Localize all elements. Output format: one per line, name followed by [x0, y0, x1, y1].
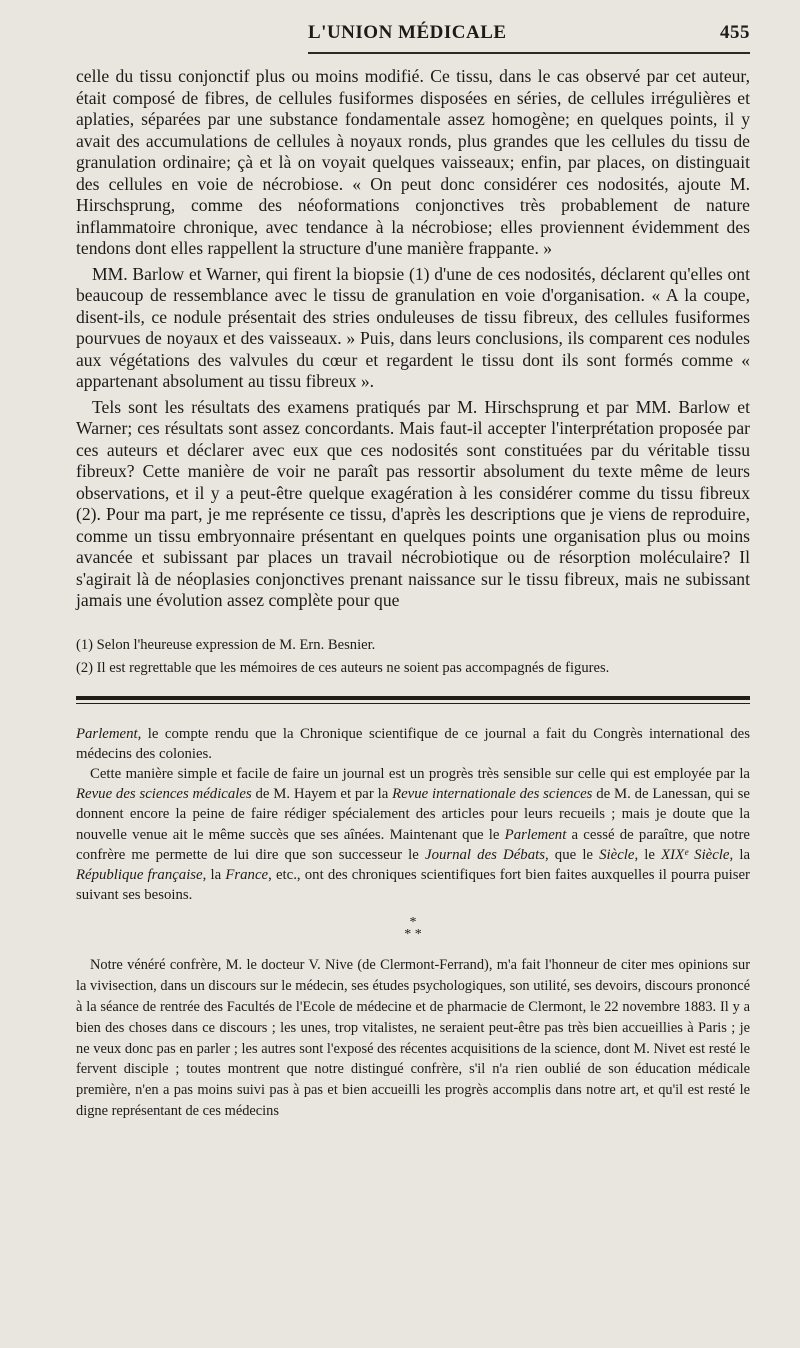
chronicle-paragraph-1: [76, 724, 750, 764]
paragraph-2: MM. Barlow et Warner, qui firent la biopsie (1) d'une de ces nodosités, déclarent qu'elles ont beaucoup de ressemblance avec le tissu de granulation en voie d'organisation. « A la coupe, disent-ils, ce nodule présentait des stries onduleuses de tissu fibreux, des cellules fusiformes pourvues de noyaux et des vaisseaux. » Puis, dans leurs conclusions, ils comparent ces nodules aux végétations des valvules du cœur et regardent le tissu dont ils sont formés comme « appartenant absolument au tissu fibreux ».: [76, 263, 750, 391]
italic-title: Siècle: [599, 846, 635, 863]
journal-title: L'UNION MÉDICALE: [308, 22, 507, 43]
text-run: a cessé de paraître, que notre confrère me permette de lui dire que son successeur le: [76, 826, 751, 863]
italic-title: Parlement: [504, 826, 567, 843]
text-run: , la: [202, 866, 226, 883]
italic-title: Journal des Débats: [425, 846, 545, 863]
main-text: [76, 66, 750, 612]
asterism-top: *: [409, 915, 417, 931]
chronicle-paragraph-2: [76, 764, 750, 905]
divider-thin-rule: [76, 703, 750, 704]
text-run: , la: [729, 846, 751, 863]
italic-title: France: [225, 866, 269, 883]
chronicle-p1-text: le compte rendu que la Chronique scientifique de ce journal a fait du Congrès international des médecins des colonies.: [76, 725, 750, 762]
paragraph-3: Tels sont les résultats des examens pratiqués par M. Hirschsprung et par MM. Barlow et Warner; ces résultats sont assez concordants. Mais faut-il accepter l'interprétation proposée par ces auteurs et déclarer avec eux que ces nodosités sont constituées par du véritable tissu fibreux? Cette manière de voir ne paraît pas ressortir absolument du texte même de leurs observations, et il y a peut-être quelque exagération à les considérer comme du tissu fibreux (2). Pour ma part, je me représente ce tissu, d'après les descriptions que je viens de reproduire, comme un tissu embryonnaire présentant en quelques points une organisation plus ou moins avancée et subissant par places un travail nécrobiotique ou de résorption moléculaire? Il s'agirait là de néoplasies conjonctives prenant naissance sur le tissu fibreux, mais ne subissant jamais une évolution assez complète pour que: [76, 396, 750, 610]
chronicle-paragraph-3: Notre vénéré confrère, M. le docteur V. Nive (de Clermont-Ferrand), m'a fait l'honneur de citer mes opinions sur la vivisection, dans un discours sur le médecin, ses études psychologiques, son utilité, ses devoirs, discours prononcé à la séance de rentrée des Facultés de l'Ecole de médecine et de pharmacie de Clermont, le 22 novembre 1883. Il y a bien des choses dans ce discours ; les unes, trop vitalistes, ne seraient peut-être pas très bien accueillies à Paris ; je ne veux donc pas en parler ; les autres sont l'exposé des récentes acquisitions de la science, dont M. Nivet est resté le fervent disciple ; toutes montrent que notre distingué confrère, s'il n'a rien oublié de son éducation médicale première, n'en a pas moins suivi pas à pas et bien accueilli les progrès accomplis dans notre art, et qu'il est resté le digne représentant de ces médecins: [76, 957, 750, 1119]
italic-title: République française: [76, 866, 203, 883]
italic-title: XIXᵉ Siècle: [661, 846, 730, 863]
footnote-2: (2) Il est regrettable que les mémoires de ces auteurs ne soient pas accompagnés de figures.: [76, 659, 610, 676]
italic-title: Revue des sciences médicales: [76, 786, 252, 803]
footnote-1: (1) Selon l'heureuse expression de M. Ern. Besnier.: [76, 636, 376, 653]
italic-parlement: Parlement,: [76, 725, 142, 742]
running-header: [308, 22, 750, 54]
text-run: Cette manière simple et facile de faire un journal est un progrès très sensible sur celle qui est employée par la: [90, 765, 750, 782]
divider-thick-rule: [76, 696, 750, 700]
chronicle-section: [76, 724, 750, 906]
text-run: de M. de Lanessan, qui se donnent encore la peine de faire rédiger spécialement des articles pour leurs recueils ; mais je doute que la nouvelle venue ait le même succès que ses aînées. Maintenant que le: [76, 786, 750, 843]
paragraph-1: celle du tissu conjonctif plus ou moins modifié. Ce tissu, dans le cas observé par cet auteur, était composé de fibres, de cellules fusiformes disposées en séries, de cellules irrégulières et aplaties, séparées par une substance fondamentale assez homogène; en quelques points, il y avait des accumulations de cellules à noyaux ronds, plus grandes que les cellules du tissu de granulation ordinaire; çà et là on voyait quelques vaisseaux; enfin, par places, on distinguait des cellules en voie de nécrobiose. « On peut donc considérer ces nodosités, ajoute M. Hirschsprung, comme des néoformations conjonctives très probablement de nature inflammatoire chronique, avec tendance à la nécrobiose; elles proviennent évidemment des tendons dont elles rappellent la structure d'une manière frappante. »: [76, 66, 750, 258]
section-divider: [76, 696, 750, 704]
text-run: , que le: [544, 846, 600, 863]
footnotes: [76, 636, 750, 678]
text-run: de M. Hayem et par la: [251, 786, 393, 803]
asterism-bottom: * *: [404, 927, 422, 943]
text-run: , etc., ont des chroniques scientifiques fort bien faites auxquelles il pourra puiser suivant ses besoins.: [76, 866, 750, 904]
italic-title: Revue internationale des sciences: [392, 786, 593, 803]
asterism: [76, 917, 750, 941]
chronicle-section-2: [76, 955, 750, 1121]
text-run: , le: [634, 846, 662, 863]
page-number: 455: [720, 22, 750, 43]
